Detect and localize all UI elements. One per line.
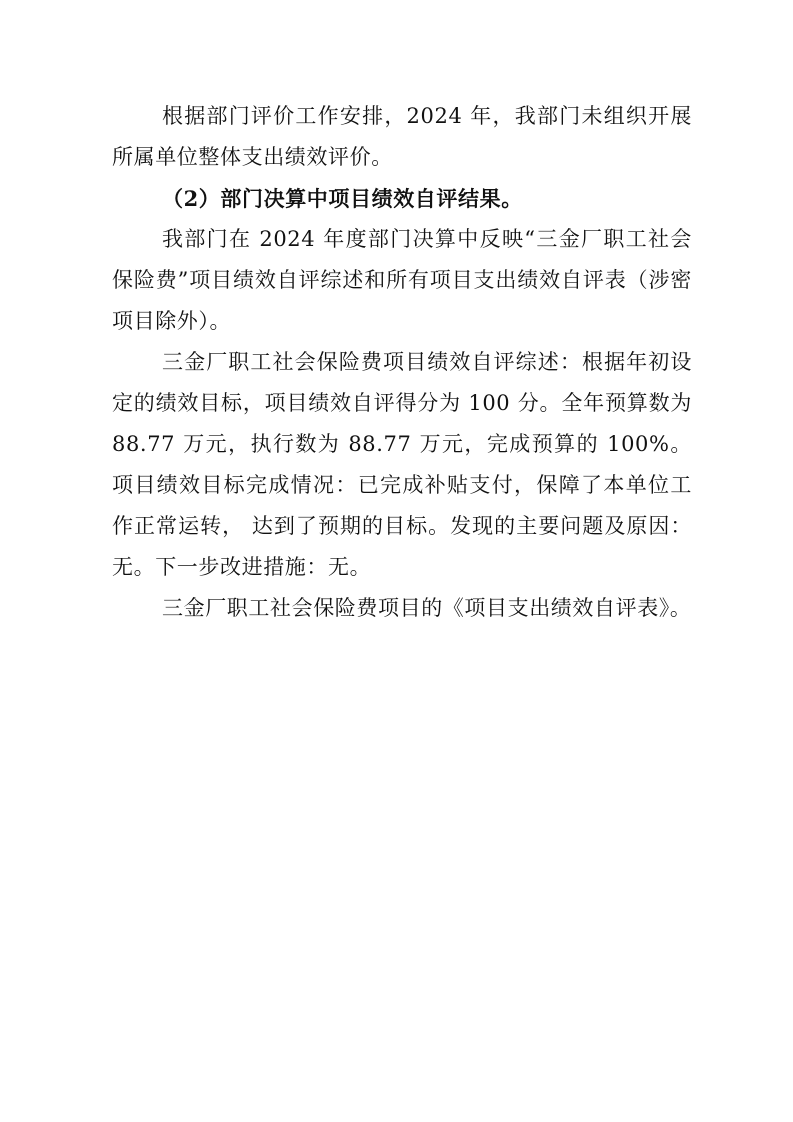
document-body: [112, 96, 692, 629]
paragraph-self-evaluation-table: 三金厂职工社会保险费项目的《项目支出绩效自评表》。: [162, 596, 692, 620]
paragraph-evaluation-arrangement: 根据部门评价工作安排，2024 年，我部门未组织开展所属单位整体支出绩效评价。: [112, 104, 692, 169]
paragraph-project-summary: 三金厂职工社会保险费项目绩效自评综述：根据年初设定的绩效目标，项目绩效自评得分为 100 分。全年预算数为 88.77 万元，执行数为 88.77 万元，完成预算的 100%。项目绩效目标完成情况：已完成补贴支付，保障了本单位工作正常运转， 达到了预期的目标。发现的主要问题及原因：无。下一步改进措施：无。: [112, 350, 692, 579]
paragraph-final-accounts: 我部门在 2024 年度部门决算中反映“三金厂职工社会保险费”项目绩效自评综述和所有项目支出绩效自评表（涉密项目除外）。: [112, 227, 692, 333]
section-heading-project-results: （2）部门决算中项目绩效自评结果。: [162, 186, 523, 211]
